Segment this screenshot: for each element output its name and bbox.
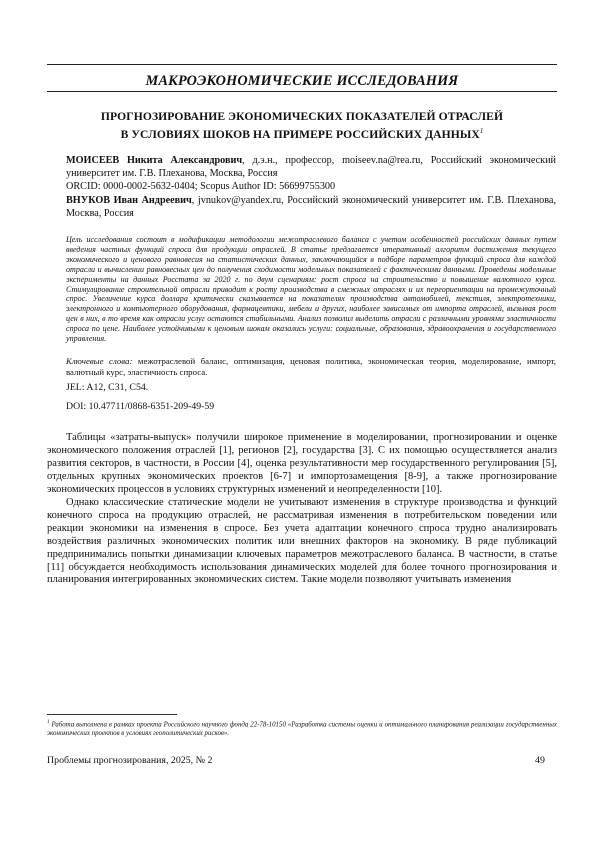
author-1-ids: ORCID: 0000-0002-5632-0404; Scopus Author ID: 56699755300 — [66, 181, 336, 193]
abstract — [66, 235, 556, 344]
author-2 — [66, 194, 556, 220]
article-title-line-1: ПРОГНОЗИРОВАНИЕ ЭКОНОМИЧЕСКИХ ПОКАЗАТЕЛЕЙ ОТРАСЛЕЙ — [100, 110, 504, 123]
page-number: 49 — [535, 755, 545, 766]
keywords — [66, 356, 556, 378]
article-title-line-2: В УСЛОВИЯХ ШОКОВ НА ПРИМЕРЕ РОССИЙСКИХ ДАННЫХ$^1$ — [120, 127, 484, 141]
keywords-label: Ключевые слова: — [66, 356, 133, 366]
body-text — [47, 432, 557, 587]
journal-footer: Проблемы прогнозирования, 2025, № 2 — [47, 755, 213, 766]
article-title — [47, 110, 557, 142]
section-title: МАКРОЭКОНОМИЧЕСКИЕ ИССЛЕДОВАНИЯ — [145, 73, 459, 89]
author-2-name: ВНУКОВ Иван Андреевич — [66, 194, 192, 206]
footnote-text: Работа выполнена в рамках проекта Российского научного фонда 22-78-10150 «Разработка системы оценки и оптимального планирования реализации государственных экономических проектов в условиях геополитических рисков». — [47, 721, 557, 737]
jel-codes: JEL: A12, C31, C54. — [66, 382, 149, 393]
author-1-details: , д.э.н., профессор, moiseev.na@rea.ru, Российский экономический университет им. Г.В. Плеханова, Москва, Россия — [66, 155, 557, 180]
authors-block — [66, 154, 556, 220]
section-bottom-rule — [47, 91, 557, 92]
footnote — [47, 719, 557, 738]
body-paragraph-1: Таблицы «затраты-выпуск» получили широкое применение в моделировании, прогнозировании и оценке экономического положения отраслей [1], регионов [2], государства [3]. С их помощью осуществляется анализ развития секторов, в частности, в России [4], оценка результативности мер государственного регулирования [5], отдельных крупных экономических проектов [6-7] и импортозамещения [8-9], а также прогнозирование экономических процессов в условиях структурных изменений и неопределенности [10]. — [47, 432, 557, 495]
footnote-mark: 1 — [47, 720, 50, 725]
keywords-text: межотраслевой баланс, оптимизация, ценовая политика, экономическая теория, моделирование, импорт, валютный курс, эластичность спроса. — [66, 356, 557, 377]
author-2-details: , jvnukov@yandex.ru, Российский экономический университет им. Г.В. Плеханова, Москва, Россия — [66, 194, 556, 219]
footnote-rule — [47, 714, 177, 715]
section-top-rule — [47, 64, 557, 65]
doi: DOI: 10.47711/0868-6351-209-49-59 — [66, 401, 215, 412]
body-paragraph-2: Однако классические статические модели не учитывают изменения в структуре производства и функций конечного спроса на продукцию отраслей, не рассматривая изменения в потребительском поведении или реакции экономики на изменения в спросе. Без учета адаптации конечного спроса трудно анализировать воздействия различных экономических политик или внешних факторов на экономику. В ряде публикаций предпринимались попытки динамизации ключевых параметров межотраслевого баланса. В частности, в статье [11] обсуждается необходимость использования динамических моделей для более точного прогнозирования и планирования интегрированных экономических систем. Такие модели позволяют учитывать изменения — [47, 496, 557, 586]
abstract-text: Цель исследования состоит в модификации методологии межотраслевого баланса с учетом особенностей российских данных путем введения частных функций спроса для продукции отраслей. В статье предлагается итеративный алгоритм достижения текущего экономического и ценового равновесия на статистических данных, заключающийся в подборе параметров функций спроса для каждой отрасли и вычислении равновесных цен до получения сходимости модельных показателей с фактическими данными. Проведены модельные эксперименты на данных Росстата за 2020 г. по двум сценариям: рост спроса на строительство и повышение валютного курса. Стимулирование строительной отрасли приводит к росту производства в смежных отраслях и их переориентации на промежуточный спрос. Увеличение курса доллара критически сказывается на показателях производства автомобилей, текстиля, электротехники, электронного и компьютерного оборудования, фармацевтики, мебели и других, наиболее зависимых от импорта отраслей, вызывая рост цен в них, в то время как отрасли услуг остаются стабильными. Анализ позволил выделить отрасли с различными уровнями эластичности спроса по цене. Наиболее устойчивыми к ценовым шокам оказались услуги: социальные, образования, здравоохранения и государственного управления. — [66, 235, 556, 344]
author-1 — [66, 154, 556, 180]
author-1-name: МОИСЕЕВ Никита Александрович — [66, 155, 243, 166]
title-footnote-mark: 1 — [479, 127, 484, 135]
